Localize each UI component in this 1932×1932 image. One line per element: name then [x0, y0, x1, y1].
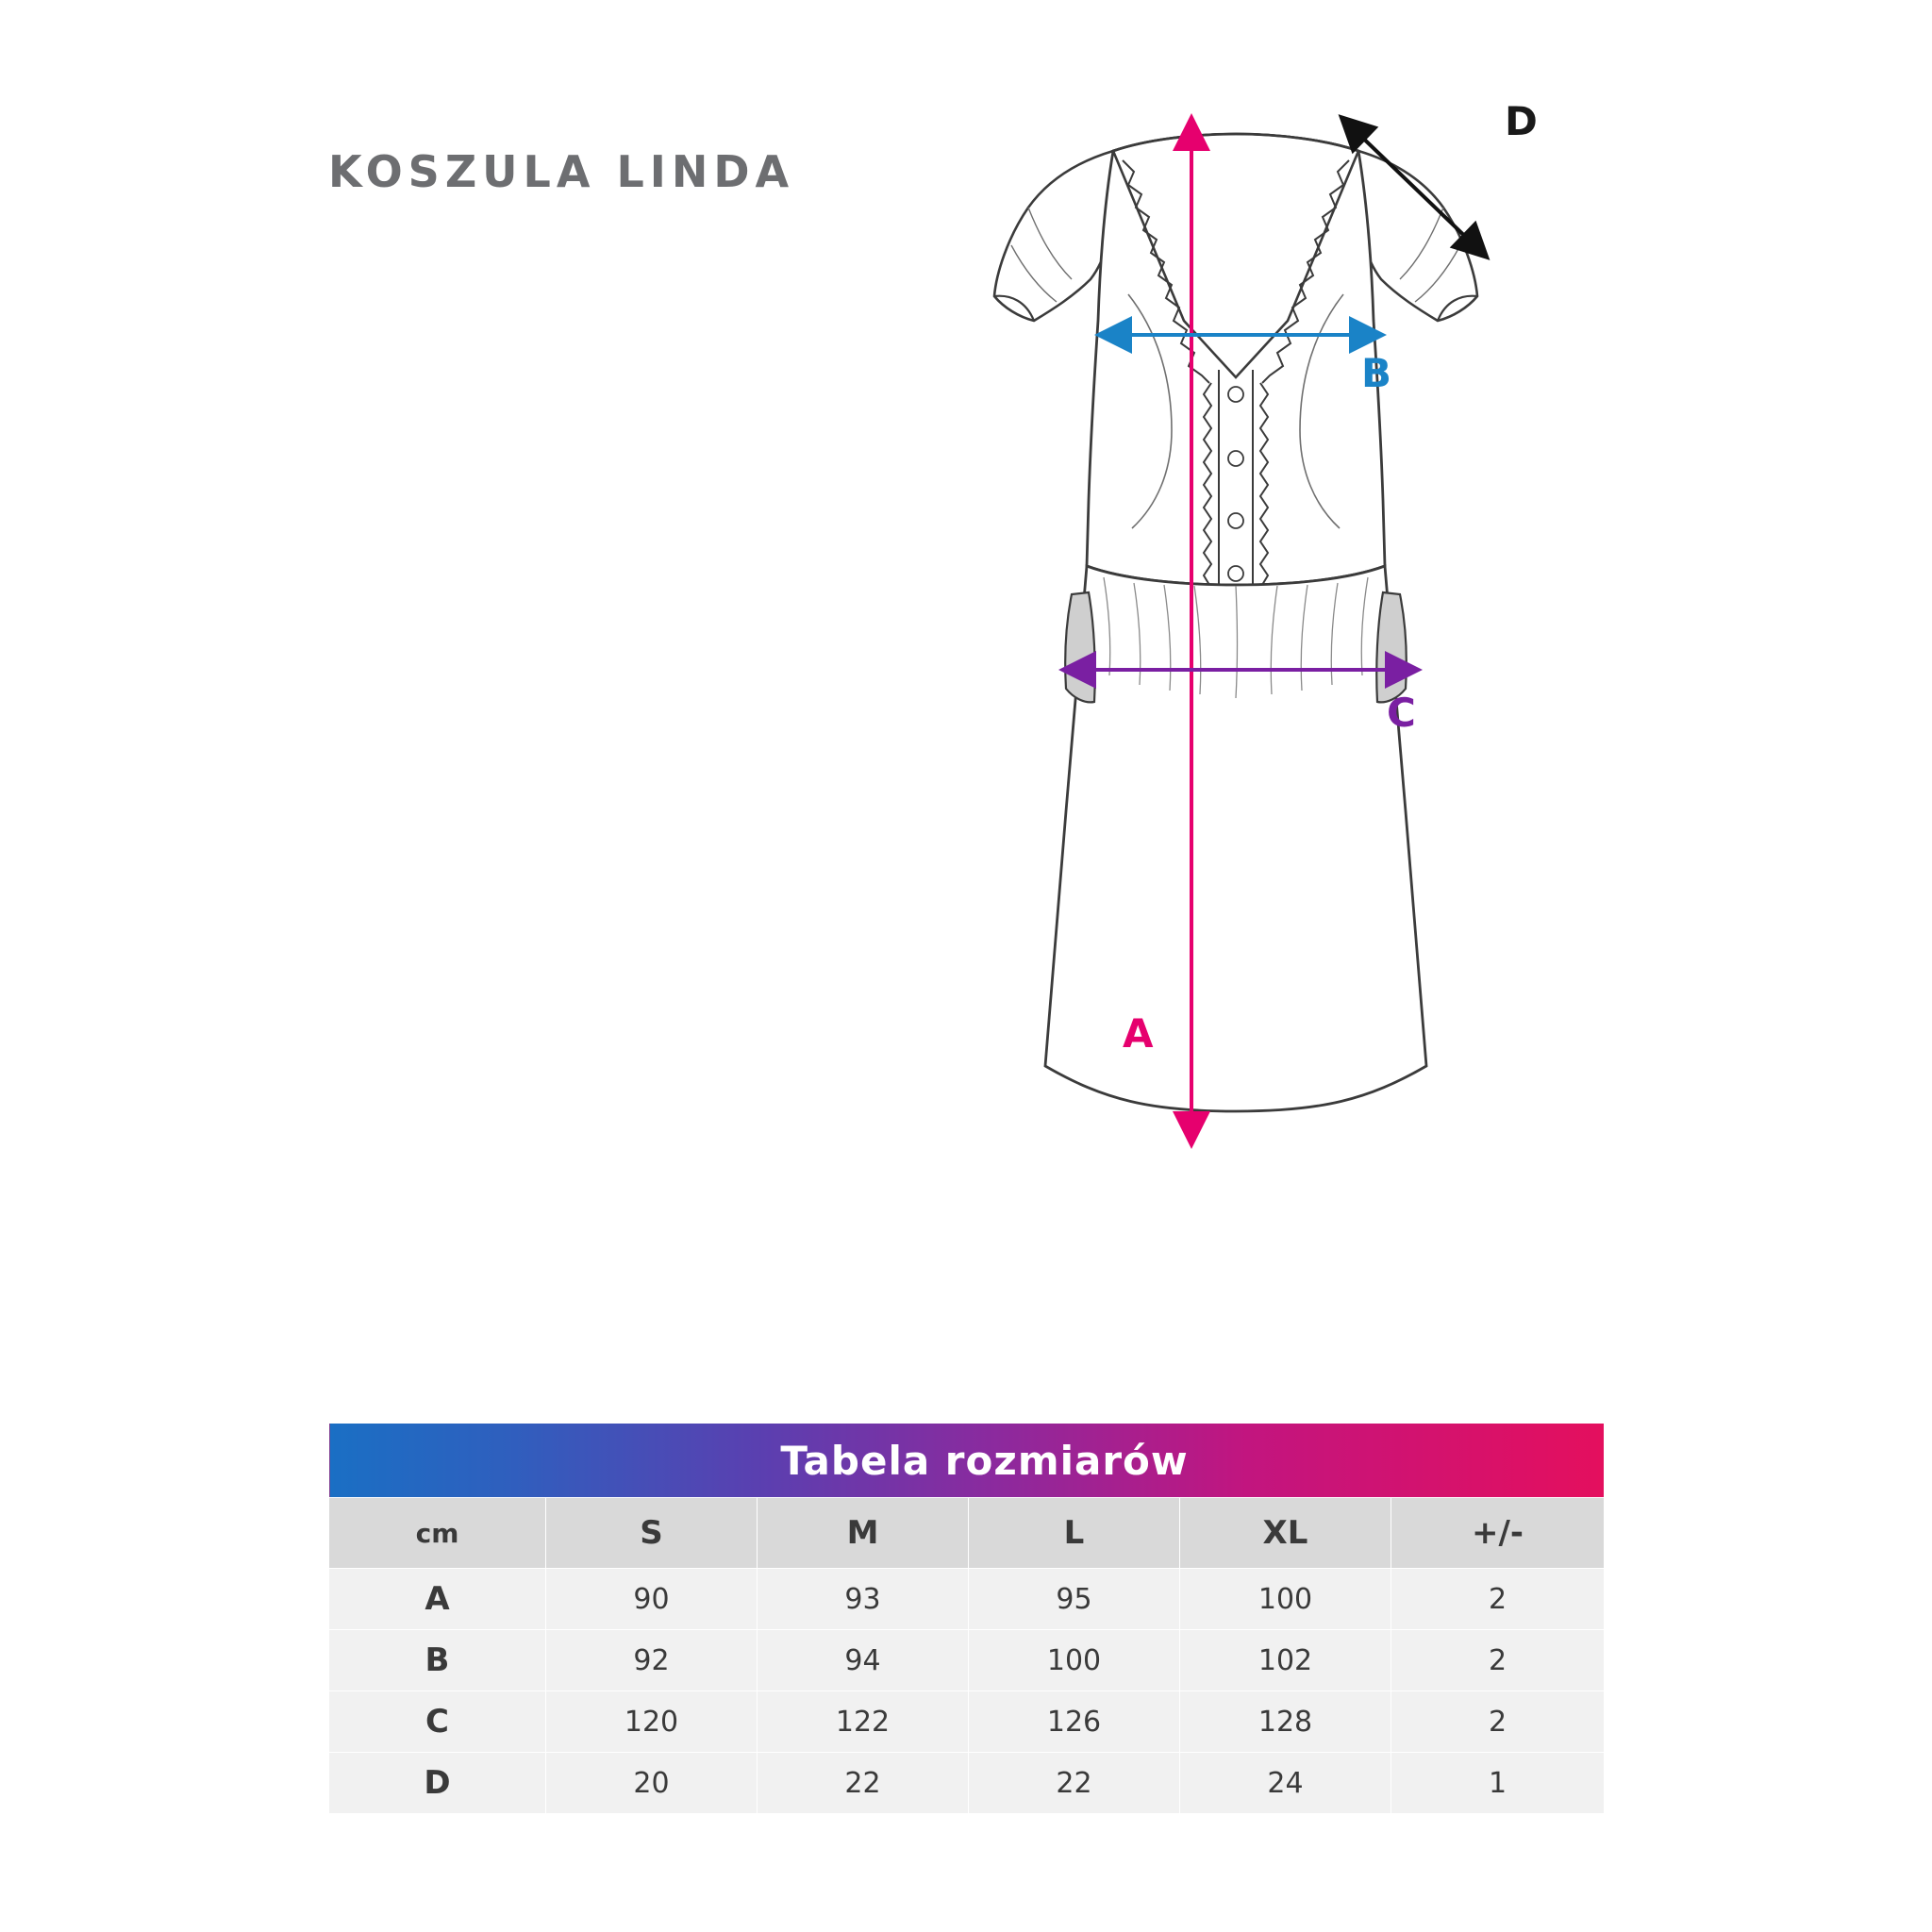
cell-d-xl: 24: [1180, 1753, 1391, 1814]
measurement-label-d: D: [1505, 98, 1538, 144]
cell-b-s: 92: [546, 1630, 758, 1691]
cell-b-tolerance: 2: [1391, 1630, 1605, 1691]
cell-d-tolerance: 1: [1391, 1753, 1605, 1814]
cell-a-tolerance: 2: [1391, 1569, 1605, 1630]
cell-d-l: 22: [969, 1753, 1180, 1814]
table-row: [329, 1753, 1605, 1814]
column-header-tolerance: +/-: [1391, 1498, 1605, 1569]
column-header-l: L: [969, 1498, 1180, 1569]
cell-c-xl: 128: [1180, 1691, 1391, 1753]
cell-d-m: 22: [758, 1753, 969, 1814]
cell-a-l: 95: [969, 1569, 1180, 1630]
cell-a-xl: 100: [1180, 1569, 1391, 1630]
size-table-column-headers: [329, 1498, 1605, 1569]
column-header-m: M: [758, 1498, 969, 1569]
table-row: [329, 1569, 1605, 1630]
cell-b-l: 100: [969, 1630, 1180, 1691]
row-key-c: C: [329, 1691, 546, 1753]
column-header-s: S: [546, 1498, 758, 1569]
cell-c-s: 120: [546, 1691, 758, 1753]
cell-c-l: 126: [969, 1691, 1180, 1753]
size-table: [328, 1423, 1605, 1814]
cell-b-m: 94: [758, 1630, 969, 1691]
row-key-b: B: [329, 1630, 546, 1691]
measurement-label-b: B: [1361, 350, 1392, 396]
measurement-label-a: A: [1123, 1010, 1154, 1057]
garment-diagram: [962, 94, 1623, 1283]
cell-b-xl: 102: [1180, 1630, 1391, 1691]
size-table-header: [329, 1424, 1605, 1498]
cell-a-s: 90: [546, 1569, 758, 1630]
cell-c-tolerance: 2: [1391, 1691, 1605, 1753]
unit-label: cm: [329, 1498, 546, 1569]
measurement-label-c: C: [1387, 690, 1416, 736]
row-key-d: D: [329, 1753, 546, 1814]
table-row: [329, 1630, 1605, 1691]
page-title: KOSZULA LINDA: [328, 146, 795, 197]
size-table-title: Tabela rozmiarów: [780, 1437, 1189, 1484]
row-key-a: A: [329, 1569, 546, 1630]
size-table-title-cell: [329, 1424, 1605, 1498]
table-row: [329, 1691, 1605, 1753]
cell-c-m: 122: [758, 1691, 969, 1753]
column-header-xl: XL: [1180, 1498, 1391, 1569]
cell-a-m: 93: [758, 1569, 969, 1630]
cell-d-s: 20: [546, 1753, 758, 1814]
